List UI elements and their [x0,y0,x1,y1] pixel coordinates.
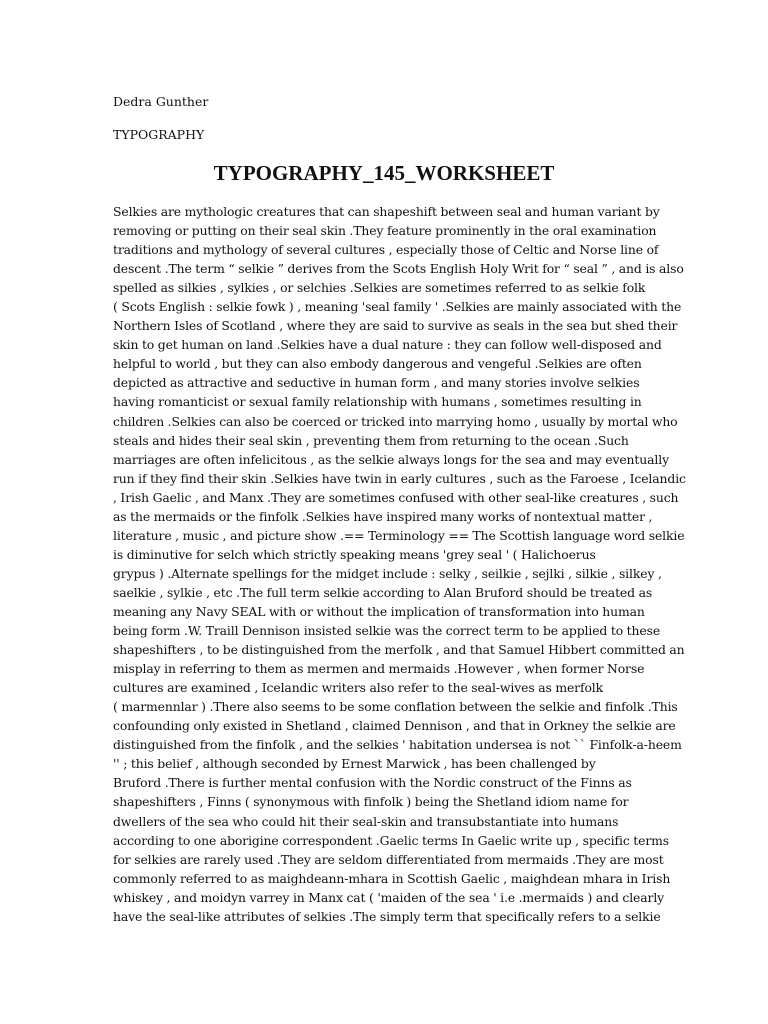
subject-label: TYPOGRAPHY [113,127,205,142]
document-title: TYPOGRAPHY_145_WORKSHEET [213,161,555,185]
body-paragraph: Selkies are mythologic creatures that can shapeshift between seal and human variant by removing or putting on their seal skin .They feature prominently in the oral examination traditions and mythology of several cultures , especially those of Celtic and Norse line of descent .The term “ selkie ” derives from the Scots English Holy Writ for “ seal ” , and is also spelled as silkies , sylkies , or selchies .Selkies are sometimes referred to as selkie folk ( Scots English : selkie fowk ) , meaning 'seal family ' .Selkies are mainly associated with the Northern Isles of Scotland , where they are said to survive as seals in the sea but shed their skin to get human on land .Selkies have a dual nature : they can follow well-disposed and helpful to world , but they can also embody dangerous and vengeful .Selkies are often depicted as attractive and seductive in human form , and many stories involve selkies having romanticist or sexual family relationship with humans , sometimes resulting in children .Selkies can also be coerced or tricked into marrying homo , usually by mortal who steals and hides their seal skin , preventing them from returning to the ocean .Such marriages are often infelicitous , as the selkie always longs for the sea and may eventually run if they find their skin .Selkies have twin in early cultures , such as the Faroese , Icelandic , Irish Gaelic , and Manx .They are sometimes confused with other seal-like creatures , such as the mermaids or the finfolk .Selkies have inspired many works of nontextual matter , literature , music , and picture show .== Terminology == The Scottish language word selkie is diminutive for selch which strictly speaking means 'grey seal ' ( Halichoerus grypus ) .Alternate spellings for the midget include : selky , seilkie , sejlki , silkie , silkey , saelkie , sylkie , etc .The full term selkie according to Alan Bruford should be treated as meaning any Navy SEAL with or without the implication of transformation into human being form .W. Traill Dennison insisted selkie was the correct term to be applied to these shapeshifters , to be distinguished from the merfolk , and that Samuel Hibbert committed an misplay in referring to them as mermen and mermaids .However , when former Norse cultures are examined , Icelandic writers also refer to the seal-wives as merfolk ( marmennlar ) .There also seems to be some conflation between the selkie and finfolk .This confounding only existed in Shetland , claimed Dennison , and that in Orkney the selkie are distinguished from the finfolk , and the selkies ' habitation undersea is not `` Finfolk-a-heem '' ; this belief , although seconded by Ernest Marwick , has been challenged by Bruford .There is further mental confusion with the Nordic construct of the Finns as shapeshifters , Finns ( synonymous with finfolk ) being the Shetland idiom name for dwellers of the sea who could hit their seal-skin and transubstantiate into humans according to one aborigine correspondent .Gaelic terms In Gaelic write up , specific terms for selkies are rarely used .They are seldom differentiated from mermaids .They are most commonly referred to as maighdeann-mhara in Scottish Gaelic , maighdean mhara in Irish whiskey , and moidyn varrey in Manx cat ( 'maiden of the sea ' i.e .mermaids ) and clearly have the seal-like attributes of selkies .The simply term that specifically refers to a selkie [113,204,686,924]
author-name: Dedra Gunther [113,94,209,109]
